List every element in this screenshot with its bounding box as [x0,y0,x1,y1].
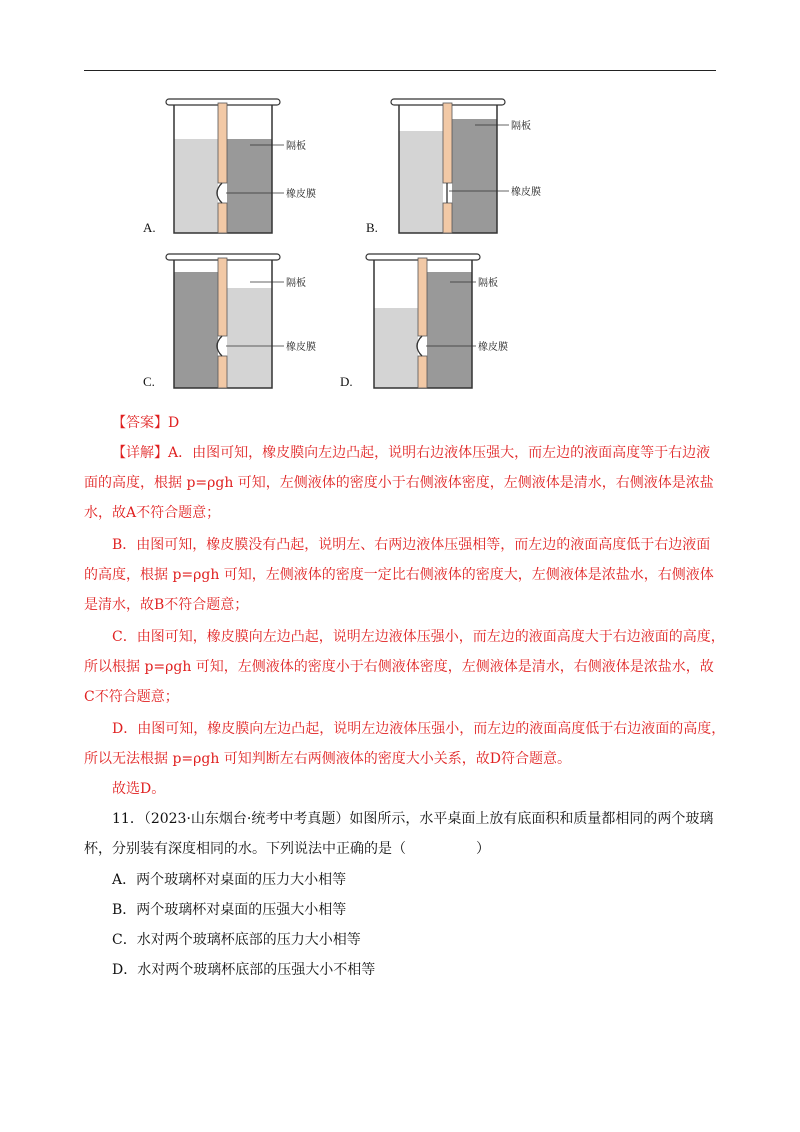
figure-a-diagram [160,95,330,240]
partition-label: 隔板 [286,141,306,152]
membrane-label: 橡皮膜 [511,187,541,198]
figure-b-diagram [385,95,555,240]
membrane-label: 橡皮膜 [478,342,508,353]
figure-b-label: B. [366,220,378,235]
figure-d [360,250,530,395]
figure-c [160,250,330,395]
membrane-label: 橡皮膜 [286,342,316,353]
figure-a [160,95,330,240]
liquid-right [227,139,272,233]
figure-b [385,95,555,240]
membrane-label: 橡皮膜 [286,189,316,200]
conclusion: 故选D。 [112,781,166,797]
question-stem-line-1: 11．（2023·山东烟台·统考中考真题）如图所示，水平桌面上放有底面积和质量都相同的两个玻璃 [112,811,714,827]
partition-label: 隔板 [478,278,498,289]
question-stem-line-2: 杯，分别装有深度相同的水。下列说法中正确的是（ ） [84,841,490,857]
explanation-a-line-3: 水，故A不符合题意； [84,505,221,521]
option-d: D．水对两个玻璃杯底部的压强大小不相等 [112,962,376,978]
option-b: B．两个玻璃杯对桌面的压强大小相等 [112,902,347,918]
partition-label: 隔板 [511,121,531,132]
explanation-d-line-1: D．由图可知，橡皮膜向左边凸起，说明左边液体压强小，而左边的液面高度低于右边液面的高度， [112,721,726,737]
figure-a-label: A. [143,220,156,235]
explanation-a-line-1: 【详解】A．由图可知，橡皮膜向左边凸起，说明右边液体压强大，而左边的液面高度等于右边液 [112,445,711,461]
header-rule [84,70,716,71]
liquid-left [174,139,218,233]
option-a: A．两个玻璃杯对桌面的压力大小相等 [112,872,347,888]
partition-label: 隔板 [286,278,306,289]
partition-bottom [218,203,227,233]
option-c: C．水对两个玻璃杯底部的压力大小相等 [112,932,361,948]
partition-top [218,103,227,183]
answer: 【答案】D [112,415,180,431]
explanation-c-line-3: C不符合题意； [84,689,179,705]
explanation-b-line-3: 是清水，故B不符合题意； [84,597,249,613]
explanation-b-line-1: B．由图可知，橡皮膜没有凸起，说明左、右两边液体压强相等，而左边的液面高度低于右边液面 [112,537,711,553]
explanation-a-line-2: 面的高度，根据 p=ρgh 可知，左侧液体的密度小于右侧液体密度，左侧液体是清水，右侧液体是浓盐 [84,475,714,491]
explanation-b-line-2: 的高度，根据 p=ρgh 可知，左侧液体的密度一定比右侧液体的密度大，左侧液体是浓盐水，右侧液体 [84,567,714,583]
explanation-d-line-2: 所以无法根据 p=ρgh 可知判断左右两侧液体的密度大小关系，故D符合题意。 [84,751,572,767]
figure-d-label: D. [340,374,353,389]
figure-d-diagram [360,250,530,395]
figure-c-label: C. [143,374,155,389]
explanation-c-line-1: C．由图可知，橡皮膜向左边凸起，说明左边液体压强小，而左边的液面高度大于右边液面的高度， [112,629,725,645]
figure-c-diagram [160,250,330,395]
explanation-c-line-2: 所以根据 p=ρgh 可知，左侧液体的密度小于右侧液体密度，左侧液体是清水，右侧液体是浓盐水，故 [84,659,714,675]
